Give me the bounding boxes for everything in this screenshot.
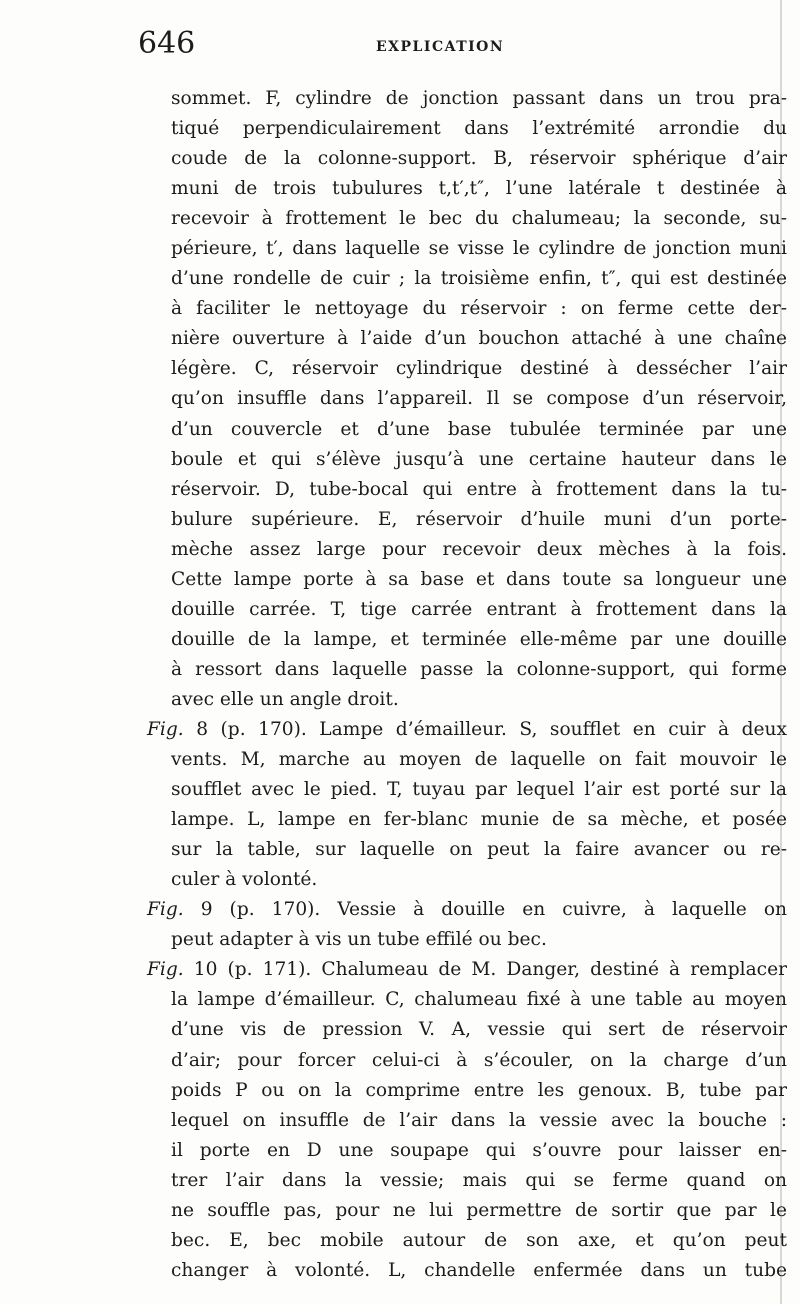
line-text: douille carrée. T, tige carrée entrant à frottement dans la: [171, 598, 787, 620]
line-text: à ressort dans laquelle passe la colonne-support, qui forme: [171, 658, 787, 680]
text-line: [171, 174, 787, 204]
text-line: [171, 625, 787, 655]
line-text: tiqué perpendiculairement dans l’extrémité arrondie du: [171, 118, 787, 140]
text-line: [171, 505, 787, 535]
text-line: [171, 1106, 787, 1136]
line-text: coude de la colonne-support. B, réservoir sphérique d’air: [171, 148, 787, 170]
text-line: [171, 1166, 787, 1196]
line-text: nière ouverture à l’aide d’un bouchon attaché à une chaîne: [171, 328, 787, 350]
line-text: lequel on insuffle de l’air dans la vessie avec la bouche :: [171, 1109, 787, 1131]
text-line: [171, 805, 787, 835]
page-number: 646: [138, 26, 196, 61]
line-text: peut adapter à vis un tube effilé ou bec.: [171, 929, 547, 951]
line-text: 9 (p. 170). Vessie à douille en cuivre, à laquelle on: [183, 899, 787, 921]
line-text: changer à volonté. L, chandelle enfermée dans un tube: [171, 1259, 787, 1281]
text-line: [171, 114, 787, 144]
text-line: [171, 865, 787, 895]
text-line: [147, 895, 787, 925]
text-line: [171, 1196, 787, 1226]
line-text: culer à volonté.: [171, 869, 318, 891]
line-text: ne souffle pas, pour ne lui permettre de sortir que par le: [171, 1199, 787, 1221]
line-text: d’une vis de pression V. A, vessie qui sert de réservoir: [171, 1019, 787, 1041]
line-text: boule et qui s’élève jusqu’à une certaine hauteur dans le: [171, 448, 787, 470]
text-line: [171, 655, 787, 685]
line-text: d’air; pour forcer celui-ci à s’écouler, on la charge d’un: [171, 1049, 787, 1071]
text-line: [147, 955, 787, 985]
text-line: [171, 685, 787, 715]
line-text: réservoir. D, tube-bocal qui entre à frottement dans la tu-: [171, 478, 787, 500]
text-line: [171, 985, 787, 1015]
line-text: d’un couvercle et d’une base tubulée terminée par une: [171, 418, 787, 440]
text-line: [171, 745, 787, 775]
text-line: [171, 234, 787, 264]
text-line: [171, 1226, 787, 1256]
line-text: lampe. L, lampe en fer-blanc munie de sa mèche, et posée: [171, 809, 787, 831]
line-text: légère. C, réservoir cylindrique destiné à dessécher l’air: [171, 358, 787, 380]
text-line: [171, 445, 787, 475]
text-line: [171, 1076, 787, 1106]
text-line: [171, 835, 787, 865]
text-line: [171, 324, 787, 354]
line-text: vents. M, marche au moyen de laquelle on fait mouvoir le: [171, 749, 787, 771]
line-text: soufflet avec le pied. T, tuyau par lequel l’air est porté sur la: [171, 779, 787, 801]
line-text: recevoir à frottement le bec du chalumeau; la seconde, su-: [171, 208, 787, 230]
text-line: [171, 415, 787, 445]
text-line: [171, 535, 787, 565]
line-text: avec elle un angle droit.: [171, 688, 399, 710]
line-text: 10 (p. 171). Chalumeau de M. Danger, destiné à remplacer: [183, 959, 787, 981]
text-line: [171, 204, 787, 234]
text-line: [171, 475, 787, 505]
text-line: [171, 1046, 787, 1076]
line-text: sommet. F, cylindre de jonction passant dans un trou pra-: [171, 88, 787, 109]
line-text: bulure supérieure. E, réservoir d’huile muni d’un porte-: [171, 508, 787, 530]
text-line: [171, 775, 787, 805]
line-text: sur la table, sur laquelle on peut la faire avancer ou re-: [171, 839, 787, 861]
page-header: [138, 26, 738, 70]
line-text: la lampe d’émailleur. C, chalumeau fixé à une table au moyen: [171, 989, 787, 1011]
line-text: douille de la lampe, et terminée elle-même par une douille: [171, 628, 787, 650]
text-line: [171, 1015, 787, 1045]
text-line: [171, 354, 787, 384]
line-text: 8 (p. 170). Lampe d’émailleur. S, soufflet en cuir à deux: [183, 718, 787, 740]
line-text: mèche assez large pour recevoir deux mèches à la fois.: [171, 538, 787, 560]
line-text: à faciliter le nettoyage du réservoir : on ferme cette der-: [171, 298, 787, 320]
text-line: [171, 294, 787, 324]
body-text: [147, 84, 787, 1286]
line-text: trer l’air dans la vessie; mais qui se ferme quand on: [171, 1169, 787, 1191]
text-line: [171, 1256, 787, 1286]
line-text: il porte en D une soupape qui s’ouvre pour laisser en-: [171, 1139, 787, 1161]
figure-label: Fig.: [147, 959, 184, 981]
line-text: poids P ou on la comprime entre les genoux. B, tube par: [171, 1079, 787, 1101]
running-title: EXPLICATION: [376, 39, 505, 55]
text-line: [171, 84, 787, 114]
text-line: [171, 264, 787, 294]
figure-label: Fig.: [147, 718, 184, 740]
text-line: [171, 565, 787, 595]
line-text: Cette lampe porte à sa base et dans toute sa longueur une: [171, 568, 787, 590]
text-line: [147, 715, 787, 745]
text-line: [171, 595, 787, 625]
line-text: bec. E, bec mobile autour de son axe, et qu’on peut: [171, 1229, 787, 1251]
line-text: muni de trois tubulures t,t′,t″, l’une latérale t destinée à: [171, 178, 787, 200]
line-text: périeure, t′, dans laquelle se visse le cylindre de jonction muni: [171, 238, 787, 260]
text-line: [171, 384, 787, 414]
line-text: qu’on insuffle dans l’appareil. Il se compose d’un réservoir,: [171, 388, 787, 410]
text-line: [171, 1136, 787, 1166]
line-text: d’une rondelle de cuir ; la troisième enfin, t″, qui est destinée: [171, 268, 787, 290]
text-line: [171, 144, 787, 174]
text-line: [171, 925, 787, 955]
figure-label: Fig.: [147, 899, 184, 921]
